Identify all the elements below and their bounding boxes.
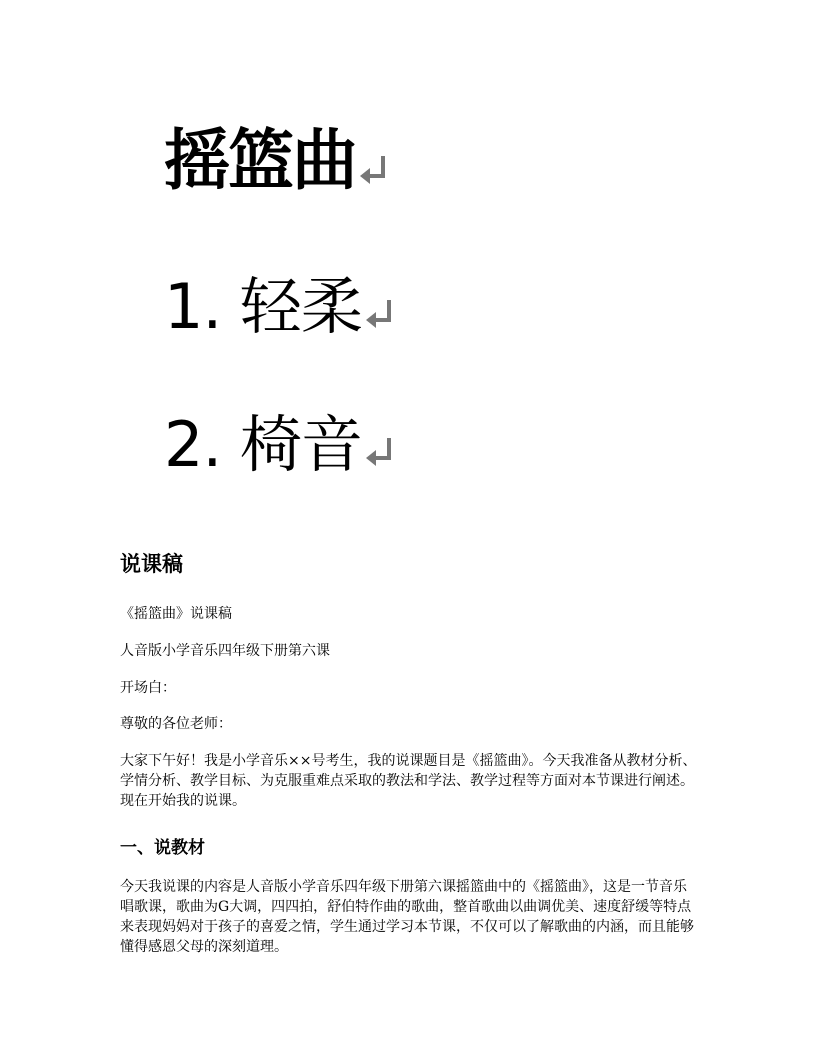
section-heading-textbook: 一、说教材 <box>120 838 205 858</box>
image-title-text: 摇篮曲 <box>164 122 356 199</box>
paragraph-return-icon <box>364 292 394 332</box>
image-item-1-line <box>164 270 394 343</box>
paragraph-opening: 开场白： <box>120 680 176 696</box>
paragraph-greeting: 尊敬的各位老师： <box>120 716 232 732</box>
paragraph-textbook: 人音版小学音乐四年级下册第六课 <box>120 643 330 659</box>
paragraph-subtitle: 《摇篮曲》说课稿 <box>120 606 232 622</box>
document-heading: 说课稿 <box>120 552 183 576</box>
paragraph-return-icon <box>358 148 388 188</box>
paragraph-intro: 大家下午好！我是小学音乐××号考生，我的说课题目是《摇篮曲》。今天我准备从教材分析、学情分析、教学目标、为克服重难点采取的教法和学法、教学过程等方面对本节课进行阐述。现在开始我的说课。 <box>120 753 697 809</box>
image-title-line <box>164 122 388 199</box>
image-item-2-text: 2. 椅音 <box>164 408 362 481</box>
paragraph-textbook-analysis: 今天我说课的内容是人音版小学音乐四年级下册第六课摇篮曲中的《摇篮曲》，这是一节音乐唱歌课，歌曲为G大调，四四拍，舒伯特作曲的歌曲，整首歌曲以曲调优美、速度舒缓等特点来表现妈妈对于孩子的喜爱之情，学生通过学习本节课，不仅可以了解歌曲的内涵，而且能够懂得感恩父母的深刻道理。 <box>120 879 694 955</box>
image-item-2-line <box>164 408 394 481</box>
image-item-1-text: 1. 轻柔 <box>164 270 362 343</box>
paragraph-return-icon <box>364 430 394 470</box>
